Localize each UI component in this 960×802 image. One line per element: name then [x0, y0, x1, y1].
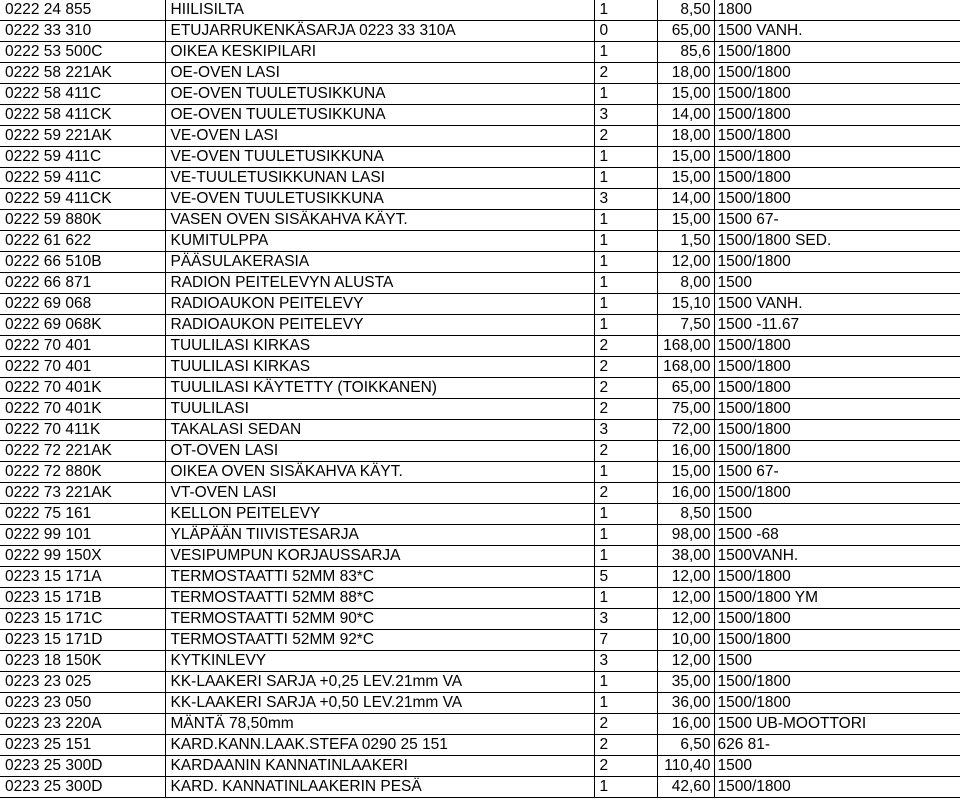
- model-years-cell: 1500: [714, 273, 960, 294]
- part-code-cell: 0223 23 025: [0, 672, 165, 693]
- part-name-cell: ETUJARRUKENKÄSARJA 0223 33 310A: [165, 21, 594, 42]
- table-row: [0, 210, 960, 231]
- quantity-cell: 1: [594, 168, 657, 189]
- quantity-cell: 1: [594, 504, 657, 525]
- model-years-cell: 1800: [714, 0, 960, 21]
- model-years-cell: 1500/1800: [714, 420, 960, 441]
- price-cell: 7,50: [657, 315, 714, 336]
- model-years-cell: 1500/1800: [714, 378, 960, 399]
- quantity-cell: 7: [594, 630, 657, 651]
- price-cell: 168,00: [657, 336, 714, 357]
- price-cell: 42,60: [657, 777, 714, 798]
- part-code-cell: 0222 24 855: [0, 0, 165, 21]
- part-name-cell: TUULILASI KIRKAS: [165, 336, 594, 357]
- table-row: [0, 84, 960, 105]
- model-years-cell: 1500 VANH.: [714, 294, 960, 315]
- price-cell: 12,00: [657, 567, 714, 588]
- part-code-cell: 0222 70 401: [0, 357, 165, 378]
- part-name-cell: TUULILASI: [165, 399, 594, 420]
- model-years-cell: 1500: [714, 504, 960, 525]
- model-years-cell: 1500/1800: [714, 336, 960, 357]
- part-code-cell: 0222 72 880K: [0, 462, 165, 483]
- part-code-cell: 0222 59 221AK: [0, 126, 165, 147]
- model-years-cell: 1500/1800: [714, 84, 960, 105]
- price-cell: 18,00: [657, 126, 714, 147]
- table-row: [0, 777, 960, 798]
- part-code-cell: 0223 18 150K: [0, 651, 165, 672]
- quantity-cell: 3: [594, 651, 657, 672]
- model-years-cell: 1500 67-: [714, 462, 960, 483]
- price-cell: 15,00: [657, 210, 714, 231]
- price-cell: 12,00: [657, 651, 714, 672]
- part-code-cell: 0222 70 401K: [0, 378, 165, 399]
- model-years-cell: 1500/1800: [714, 126, 960, 147]
- table-row: [0, 525, 960, 546]
- price-cell: 110,40: [657, 756, 714, 777]
- model-years-cell: 1500/1800 SED.: [714, 231, 960, 252]
- part-name-cell: TUULILASI KÄYTETTY (TOIKKANEN): [165, 378, 594, 399]
- price-cell: 14,00: [657, 105, 714, 126]
- part-code-cell: 0223 25 151: [0, 735, 165, 756]
- model-years-cell: 1500/1800: [714, 672, 960, 693]
- table-row: [0, 189, 960, 210]
- part-code-cell: 0223 23 050: [0, 693, 165, 714]
- price-cell: 65,00: [657, 378, 714, 399]
- part-code-cell: 0222 75 161: [0, 504, 165, 525]
- model-years-cell: 1500VANH.: [714, 546, 960, 567]
- table-row: [0, 567, 960, 588]
- part-code-cell: 0222 59 411C: [0, 147, 165, 168]
- part-name-cell: TUULILASI KIRKAS: [165, 357, 594, 378]
- quantity-cell: 2: [594, 63, 657, 84]
- model-years-cell: 626 81-: [714, 735, 960, 756]
- part-code-cell: 0222 61 622: [0, 231, 165, 252]
- price-cell: 168,00: [657, 357, 714, 378]
- table-row: [0, 336, 960, 357]
- quantity-cell: 1: [594, 315, 657, 336]
- part-code-cell: 0223 15 171B: [0, 588, 165, 609]
- model-years-cell: 1500/1800: [714, 567, 960, 588]
- part-code-cell: 0222 66 510B: [0, 252, 165, 273]
- part-code-cell: 0223 15 171C: [0, 609, 165, 630]
- part-name-cell: KYTKINLEVY: [165, 651, 594, 672]
- quantity-cell: 3: [594, 189, 657, 210]
- part-code-cell: 0222 69 068K: [0, 315, 165, 336]
- model-years-cell: 1500/1800: [714, 483, 960, 504]
- model-years-cell: 1500 -68: [714, 525, 960, 546]
- table-row: [0, 483, 960, 504]
- model-years-cell: 1500: [714, 756, 960, 777]
- quantity-cell: 2: [594, 714, 657, 735]
- model-years-cell: 1500/1800: [714, 168, 960, 189]
- table-row: [0, 714, 960, 735]
- part-code-cell: 0222 99 101: [0, 525, 165, 546]
- model-years-cell: 1500/1800: [714, 441, 960, 462]
- table-row: [0, 231, 960, 252]
- quantity-cell: 1: [594, 84, 657, 105]
- price-cell: 8,50: [657, 0, 714, 21]
- part-name-cell: KK-LAAKERI SARJA +0,50 LEV.21mm VA: [165, 693, 594, 714]
- part-code-cell: 0223 15 171A: [0, 567, 165, 588]
- part-name-cell: RADIOAUKON PEITELEVY: [165, 294, 594, 315]
- quantity-cell: 2: [594, 756, 657, 777]
- part-name-cell: VE-TUULETUSIKKUNAN LASI: [165, 168, 594, 189]
- part-name-cell: VT-OVEN LASI: [165, 483, 594, 504]
- model-years-cell: 1500/1800: [714, 63, 960, 84]
- table-row: [0, 420, 960, 441]
- part-name-cell: OE-OVEN LASI: [165, 63, 594, 84]
- quantity-cell: 3: [594, 609, 657, 630]
- price-cell: 12,00: [657, 588, 714, 609]
- quantity-cell: 1: [594, 525, 657, 546]
- model-years-cell: 1500 67-: [714, 210, 960, 231]
- table-row: [0, 147, 960, 168]
- quantity-cell: 1: [594, 294, 657, 315]
- model-years-cell: 1500/1800: [714, 252, 960, 273]
- price-cell: 16,00: [657, 483, 714, 504]
- part-name-cell: YLÄPÄÄN TIIVISTESARJA: [165, 525, 594, 546]
- price-cell: 12,00: [657, 609, 714, 630]
- quantity-cell: 2: [594, 378, 657, 399]
- model-years-cell: 1500/1800: [714, 630, 960, 651]
- quantity-cell: 2: [594, 399, 657, 420]
- part-name-cell: KK-LAAKERI SARJA +0,25 LEV.21mm VA: [165, 672, 594, 693]
- part-name-cell: OIKEA OVEN SISÄKAHVA KÄYT.: [165, 462, 594, 483]
- quantity-cell: 1: [594, 462, 657, 483]
- part-code-cell: 0222 58 411C: [0, 84, 165, 105]
- part-code-cell: 0222 73 221AK: [0, 483, 165, 504]
- part-code-cell: 0223 25 300D: [0, 756, 165, 777]
- price-cell: 35,00: [657, 672, 714, 693]
- part-code-cell: 0222 66 871: [0, 273, 165, 294]
- part-code-cell: 0222 33 310: [0, 21, 165, 42]
- price-cell: 36,00: [657, 693, 714, 714]
- table-row: [0, 273, 960, 294]
- table-row: [0, 315, 960, 336]
- table-row: [0, 63, 960, 84]
- table-row: [0, 735, 960, 756]
- part-name-cell: VE-OVEN TUULETUSIKKUNA: [165, 147, 594, 168]
- model-years-cell: 1500 VANH.: [714, 21, 960, 42]
- quantity-cell: 1: [594, 147, 657, 168]
- table-row: [0, 756, 960, 777]
- table-row: [0, 693, 960, 714]
- model-years-cell: 1500/1800 YM: [714, 588, 960, 609]
- price-cell: 85,6: [657, 42, 714, 63]
- price-cell: 18,00: [657, 63, 714, 84]
- model-years-cell: 1500/1800: [714, 609, 960, 630]
- price-cell: 14,00: [657, 189, 714, 210]
- price-cell: 8,00: [657, 273, 714, 294]
- part-code-cell: 0222 53 500C: [0, 42, 165, 63]
- table-row: [0, 378, 960, 399]
- model-years-cell: 1500: [714, 651, 960, 672]
- table-row: [0, 21, 960, 42]
- part-name-cell: VE-OVEN TUULETUSIKKUNA: [165, 189, 594, 210]
- part-code-cell: 0222 70 411K: [0, 420, 165, 441]
- part-code-cell: 0222 72 221AK: [0, 441, 165, 462]
- price-cell: 15,00: [657, 147, 714, 168]
- price-cell: 16,00: [657, 441, 714, 462]
- quantity-cell: 1: [594, 231, 657, 252]
- part-name-cell: TAKALASI SEDAN: [165, 420, 594, 441]
- quantity-cell: 1: [594, 588, 657, 609]
- table-row: [0, 126, 960, 147]
- quantity-cell: 1: [594, 693, 657, 714]
- part-name-cell: TERMOSTAATTI 52MM 83*C: [165, 567, 594, 588]
- model-years-cell: 1500/1800: [714, 777, 960, 798]
- model-years-cell: 1500/1800: [714, 399, 960, 420]
- price-cell: 6,50: [657, 735, 714, 756]
- part-name-cell: OE-OVEN TUULETUSIKKUNA: [165, 105, 594, 126]
- quantity-cell: 1: [594, 777, 657, 798]
- table-row: [0, 168, 960, 189]
- table-row: [0, 357, 960, 378]
- price-cell: 12,00: [657, 252, 714, 273]
- quantity-cell: 2: [594, 357, 657, 378]
- price-cell: 65,00: [657, 21, 714, 42]
- part-name-cell: RADIOAUKON PEITELEVY: [165, 315, 594, 336]
- model-years-cell: 1500/1800: [714, 189, 960, 210]
- part-name-cell: MÄNTÄ 78,50mm: [165, 714, 594, 735]
- part-code-cell: 0223 25 300D: [0, 777, 165, 798]
- part-name-cell: KUMITULPPA: [165, 231, 594, 252]
- table-row: [0, 504, 960, 525]
- model-years-cell: 1500/1800: [714, 693, 960, 714]
- model-years-cell: 1500/1800: [714, 357, 960, 378]
- part-name-cell: VASEN OVEN SISÄKAHVA KÄYT.: [165, 210, 594, 231]
- quantity-cell: 1: [594, 546, 657, 567]
- price-cell: 38,00: [657, 546, 714, 567]
- table-row: [0, 588, 960, 609]
- table-row: [0, 672, 960, 693]
- model-years-cell: 1500/1800: [714, 105, 960, 126]
- table-row: [0, 630, 960, 651]
- table-row: [0, 651, 960, 672]
- quantity-cell: 2: [594, 735, 657, 756]
- part-name-cell: TERMOSTAATTI 52MM 88*C: [165, 588, 594, 609]
- model-years-cell: 1500/1800: [714, 147, 960, 168]
- price-cell: 10,00: [657, 630, 714, 651]
- table-row: [0, 105, 960, 126]
- part-name-cell: KARDAANIN KANNATINLAAKERI: [165, 756, 594, 777]
- quantity-cell: 3: [594, 105, 657, 126]
- part-name-cell: PÄÄSULAKERASIA: [165, 252, 594, 273]
- part-name-cell: KARD. KANNATINLAAKERIN PESÄ: [165, 777, 594, 798]
- quantity-cell: 2: [594, 126, 657, 147]
- model-years-cell: 1500 UB-MOOTTORI: [714, 714, 960, 735]
- quantity-cell: 2: [594, 441, 657, 462]
- part-name-cell: TERMOSTAATTI 52MM 90*C: [165, 609, 594, 630]
- part-code-cell: 0222 58 221AK: [0, 63, 165, 84]
- quantity-cell: 1: [594, 0, 657, 21]
- price-cell: 15,00: [657, 84, 714, 105]
- price-cell: 98,00: [657, 525, 714, 546]
- part-code-cell: 0223 15 171D: [0, 630, 165, 651]
- quantity-cell: 1: [594, 42, 657, 63]
- table-row: [0, 42, 960, 63]
- price-cell: 16,00: [657, 714, 714, 735]
- price-cell: 8,50: [657, 504, 714, 525]
- table-row: [0, 294, 960, 315]
- part-code-cell: 0222 69 068: [0, 294, 165, 315]
- part-name-cell: OT-OVEN LASI: [165, 441, 594, 462]
- table-row: [0, 0, 960, 21]
- table-row: [0, 399, 960, 420]
- quantity-cell: 1: [594, 210, 657, 231]
- price-cell: 1,50: [657, 231, 714, 252]
- part-code-cell: 0222 99 150X: [0, 546, 165, 567]
- quantity-cell: 5: [594, 567, 657, 588]
- part-name-cell: KELLON PEITELEVY: [165, 504, 594, 525]
- table-row: [0, 462, 960, 483]
- part-code-cell: 0222 59 411CK: [0, 189, 165, 210]
- part-code-cell: 0222 70 401K: [0, 399, 165, 420]
- price-cell: 72,00: [657, 420, 714, 441]
- part-name-cell: RADION PEITELEVYN ALUSTA: [165, 273, 594, 294]
- part-code-cell: 0222 59 880K: [0, 210, 165, 231]
- price-cell: 75,00: [657, 399, 714, 420]
- quantity-cell: 0: [594, 21, 657, 42]
- model-years-cell: 1500 -11.67: [714, 315, 960, 336]
- part-name-cell: OE-OVEN TUULETUSIKKUNA: [165, 84, 594, 105]
- quantity-cell: 1: [594, 252, 657, 273]
- quantity-cell: 2: [594, 336, 657, 357]
- quantity-cell: 3: [594, 420, 657, 441]
- quantity-cell: 1: [594, 273, 657, 294]
- table-row: [0, 252, 960, 273]
- price-cell: 15,00: [657, 462, 714, 483]
- part-code-cell: 0222 70 401: [0, 336, 165, 357]
- part-code-cell: 0223 23 220A: [0, 714, 165, 735]
- part-code-cell: 0222 59 411C: [0, 168, 165, 189]
- part-name-cell: VE-OVEN LASI: [165, 126, 594, 147]
- price-cell: 15,00: [657, 168, 714, 189]
- quantity-cell: 1: [594, 672, 657, 693]
- price-cell: 15,10: [657, 294, 714, 315]
- model-years-cell: 1500/1800: [714, 42, 960, 63]
- part-name-cell: OIKEA KESKIPILARI: [165, 42, 594, 63]
- part-name-cell: VESIPUMPUN KORJAUSSARJA: [165, 546, 594, 567]
- table-row: [0, 546, 960, 567]
- part-name-cell: HIILISILTA: [165, 0, 594, 21]
- table-row: [0, 441, 960, 462]
- part-name-cell: KARD.KANN.LAAK.STEFA 0290 25 151: [165, 735, 594, 756]
- part-name-cell: TERMOSTAATTI 52MM 92*C: [165, 630, 594, 651]
- table-row: [0, 609, 960, 630]
- part-code-cell: 0222 58 411CK: [0, 105, 165, 126]
- quantity-cell: 2: [594, 483, 657, 504]
